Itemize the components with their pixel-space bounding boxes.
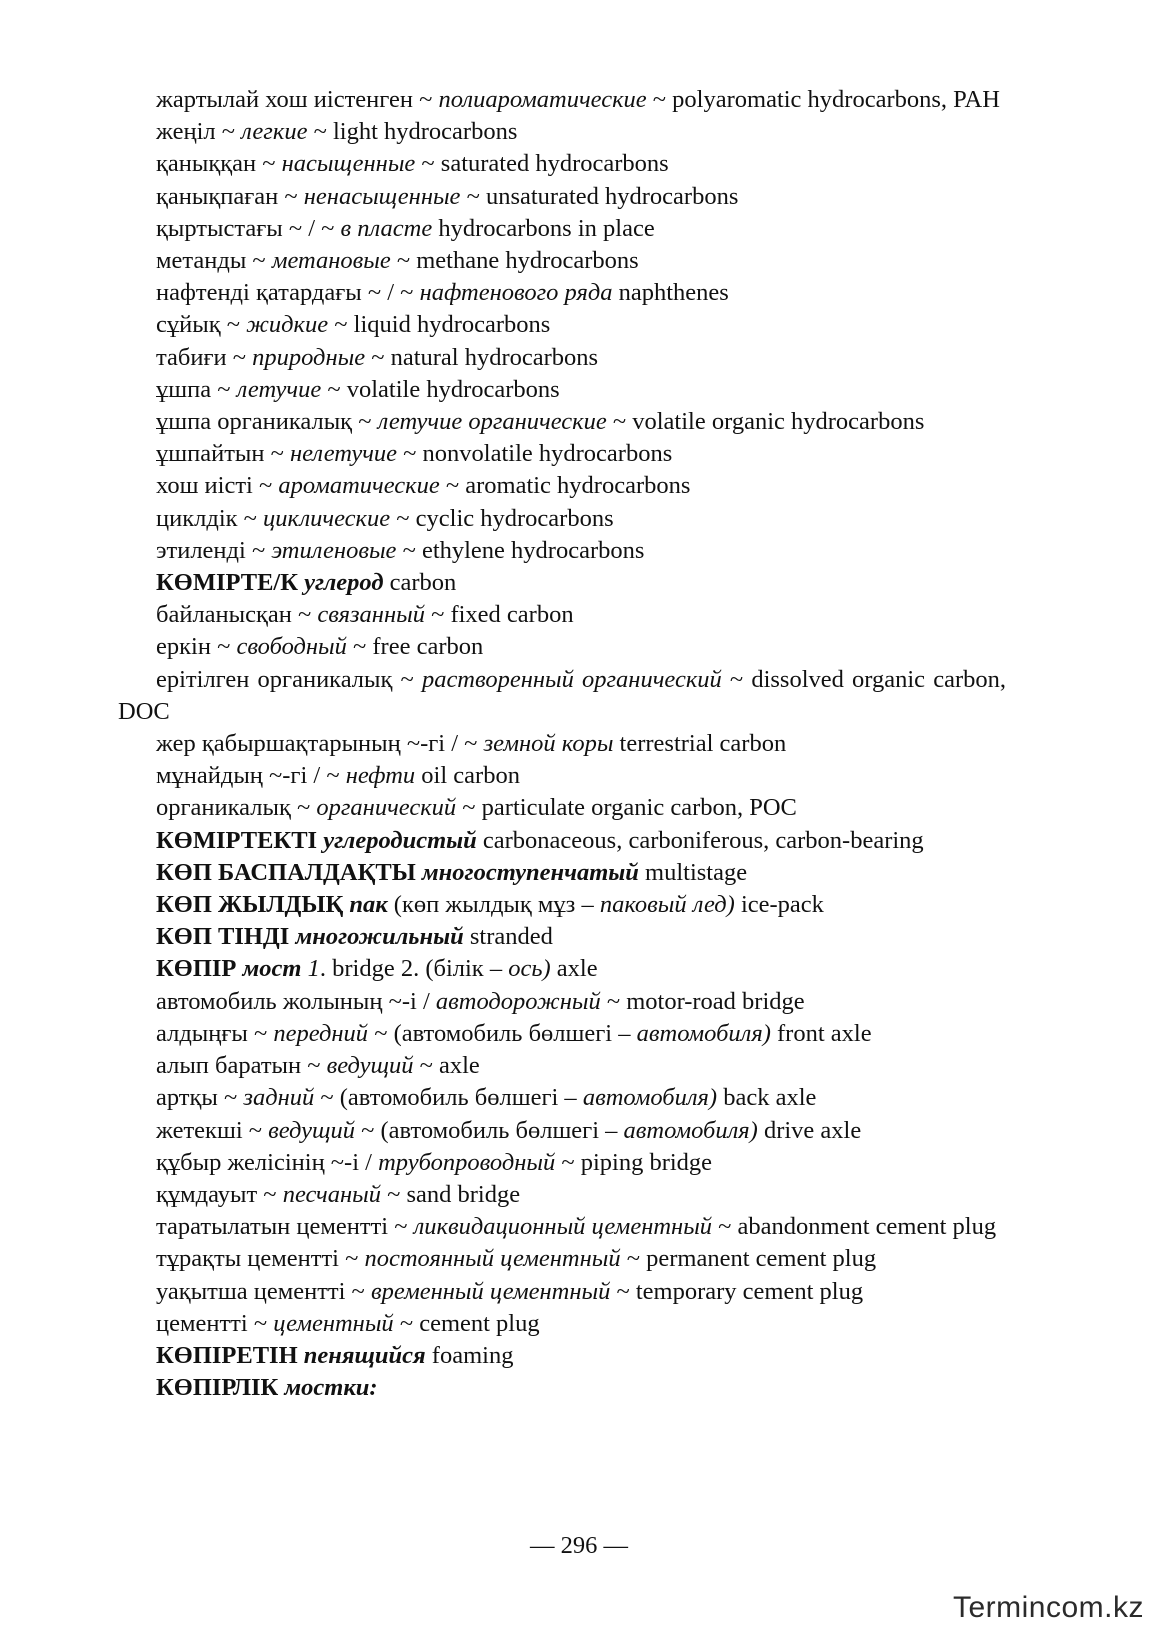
- dictionary-entry: [118, 1340, 1006, 1372]
- russian-term: нафтенового ряда: [419, 279, 613, 307]
- russian-headword: пенящийся: [303, 1341, 426, 1369]
- entry-text: ~ volatile hydrocarbons: [321, 375, 560, 403]
- entry-text: автомобиль жолының ~-і /: [156, 987, 436, 1015]
- entry-text: жеңіл ~: [156, 118, 242, 146]
- russian-term: временный цементный: [370, 1277, 611, 1305]
- entry-text: ~ (автомобиль бөлшегі –: [354, 1116, 624, 1144]
- dictionary-entry: [118, 599, 1006, 631]
- dictionary-entry: [118, 953, 1006, 985]
- dictionary-entry: [118, 1115, 1006, 1147]
- russian-term: летучие: [236, 375, 322, 403]
- dictionary-entry: [118, 1179, 1006, 1211]
- dictionary-entry: [118, 84, 1006, 116]
- russian-term: этиленовые: [271, 536, 397, 564]
- entry-text: oil carbon: [415, 762, 520, 790]
- russian-headword: мостки:: [284, 1374, 378, 1402]
- entry-text: ~ permanent cement plug: [620, 1245, 877, 1273]
- watermark-logo: [953, 1591, 1144, 1627]
- entry-text: terrestrial carbon: [613, 730, 787, 758]
- page-number: — 296 —: [530, 1532, 628, 1559]
- entry-text: ~ unsaturated hydrocarbons: [460, 182, 739, 210]
- russian-headword: многоступенчатый: [421, 858, 639, 886]
- dictionary-entry: [118, 116, 1006, 148]
- entry-text: front axle: [770, 1019, 872, 1047]
- entry-text: ұшпа органикалық ~: [156, 408, 378, 436]
- russian-term: растворенный органический: [421, 665, 722, 693]
- entry-text: axle: [550, 955, 598, 983]
- russian-term: автомобиля): [636, 1019, 771, 1047]
- dictionary-entry: [118, 438, 1006, 470]
- russian-term: трубопроводный: [378, 1148, 556, 1176]
- dictionary-entry: [118, 309, 1006, 341]
- dictionary-entry: [118, 503, 1006, 535]
- russian-term: автомобиля): [582, 1084, 718, 1112]
- entry-text: ~ nonvolatile hydrocarbons: [397, 440, 673, 468]
- entry-text: ~ free carbon: [346, 633, 484, 661]
- russian-term: насыщенные: [281, 150, 416, 178]
- entry-text: цементті ~: [156, 1309, 274, 1337]
- dictionary-entry: [118, 535, 1006, 567]
- entry-text: ~ cement plug: [393, 1309, 540, 1337]
- dictionary-entry: [118, 1243, 1006, 1275]
- entry-text: carbonaceous, carboniferous, carbon-bearing: [476, 826, 924, 854]
- dictionary-entry: [118, 1276, 1006, 1308]
- russian-term: 1: [301, 955, 320, 983]
- entry-text: ~ dissolved organic carbon, DOC: [118, 665, 1006, 725]
- russian-term: ось): [508, 955, 551, 983]
- dictionary-entry: [118, 342, 1006, 374]
- entry-text: ~ motor-road bridge: [600, 987, 805, 1015]
- entry-text: carbon: [383, 569, 457, 597]
- entry-text: ~ fixed carbon: [424, 601, 574, 629]
- entry-text: құмдауыт ~: [156, 1180, 283, 1208]
- kazakh-headword: КӨП БАСПАЛДАҚТЫ: [156, 858, 422, 886]
- dictionary-entry: [118, 406, 1006, 438]
- russian-term: задний: [243, 1084, 315, 1112]
- entry-text: уақытша цементті ~: [156, 1277, 371, 1305]
- entry-text: hydrocarbons in place: [432, 214, 655, 242]
- russian-term: природные: [252, 343, 366, 371]
- entry-text: ұшпа ~: [156, 375, 237, 403]
- entry-text: хош иісті ~: [156, 472, 279, 500]
- entry-text: тұрақты цементті ~: [156, 1245, 365, 1273]
- entry-text: этиленді ~: [156, 536, 272, 564]
- russian-term: метановые: [271, 247, 391, 275]
- dictionary-entry: [118, 889, 1006, 921]
- entry-text: ~ sand bridge: [380, 1180, 521, 1208]
- dictionary-entry: [118, 1372, 1006, 1404]
- entry-text: ~ aromatic hydrocarbons: [439, 472, 691, 500]
- entry-text: . bridge 2. (білік –: [319, 955, 509, 983]
- entry-text: ~ cyclic hydrocarbons: [390, 504, 614, 532]
- dictionary-entry: [118, 470, 1006, 502]
- entry-text: multistage: [638, 858, 748, 886]
- entry-text: ~ (автомобиль бөлшегі –: [368, 1019, 637, 1047]
- dictionary-entry: [118, 213, 1006, 245]
- dictionary-entry: [118, 1050, 1006, 1082]
- russian-term: ликвидационный цементный: [413, 1213, 713, 1241]
- entry-text: drive axle: [757, 1116, 862, 1144]
- kazakh-headword: КӨМІРТЕ/К: [156, 569, 305, 597]
- entry-text: ұшпайтын ~: [156, 440, 290, 468]
- entry-text: байланысқан ~: [156, 601, 318, 629]
- russian-term: связанный: [317, 601, 425, 629]
- entry-text: ~ temporary cement plug: [610, 1277, 864, 1305]
- entry-text: stranded: [463, 923, 553, 951]
- entry-text: ~ abandonment cement plug: [712, 1213, 997, 1241]
- entry-text: ~ saturated hydrocarbons: [415, 150, 669, 178]
- entry-text: алдыңғы ~: [156, 1019, 274, 1047]
- russian-term: легкие: [241, 118, 308, 146]
- dictionary-entry: [118, 181, 1006, 213]
- russian-term: циклические: [263, 504, 391, 532]
- dictionary-entry: [118, 148, 1006, 180]
- entry-text: қыртыстағы ~ / ~: [156, 214, 341, 242]
- dictionary-entries: [118, 84, 1006, 1404]
- entry-text: ice-pack: [734, 891, 824, 919]
- russian-term: песчаный: [282, 1180, 381, 1208]
- entry-text: метанды ~: [156, 247, 272, 275]
- russian-term: ароматические: [278, 472, 440, 500]
- entry-text: алып баратын ~: [156, 1052, 327, 1080]
- dictionary-entry: [118, 792, 1006, 824]
- entry-text: ерітілген органикалық ~: [156, 665, 422, 693]
- dictionary-entry: [118, 921, 1006, 953]
- entry-text: мұнайдың ~-гі / ~: [156, 762, 346, 790]
- russian-term: в пласте: [340, 214, 433, 242]
- dictionary-entry: [118, 664, 1006, 728]
- dictionary-entry: [118, 728, 1006, 760]
- dictionary-entry: [118, 567, 1006, 599]
- entry-text: органикалық ~: [156, 794, 317, 822]
- entry-text: жер қабыршақтарының ~-гі / ~: [156, 730, 484, 758]
- russian-headword: мост: [242, 955, 302, 983]
- entry-text: ~ piping bridge: [555, 1148, 713, 1176]
- entry-text: ~ ethylene hydrocarbons: [396, 536, 645, 564]
- dictionary-entry: [118, 760, 1006, 792]
- russian-term: нелетучие: [290, 440, 398, 468]
- russian-term: передний: [273, 1019, 369, 1047]
- watermark-text: Termincom.kz: [952, 1591, 1144, 1624]
- russian-term: постоянный цементный: [364, 1245, 621, 1273]
- entry-text: ~ light hydrocarbons: [307, 118, 518, 146]
- entry-text: naphthenes: [612, 279, 729, 307]
- dictionary-entry: [118, 825, 1006, 857]
- russian-term: автомобиля): [623, 1116, 758, 1144]
- russian-term: органический: [316, 794, 457, 822]
- russian-term: летучие органические: [377, 408, 607, 436]
- russian-term: ведущий: [326, 1052, 414, 1080]
- entry-text: қанықпаған ~: [156, 182, 304, 210]
- russian-headword: углерод: [304, 569, 384, 597]
- russian-term: паковый лед): [599, 891, 735, 919]
- russian-term: цементный: [273, 1309, 394, 1337]
- kazakh-headword: КӨПІРЛІК: [156, 1374, 285, 1402]
- russian-term: ненасыщенные: [303, 182, 461, 210]
- entry-text: жетекші ~: [156, 1116, 269, 1144]
- russian-headword: пак: [349, 891, 388, 919]
- entry-text: ~ natural hydrocarbons: [365, 343, 599, 371]
- entry-text: ~ axle: [413, 1052, 480, 1080]
- dictionary-entry: [118, 1082, 1006, 1114]
- entry-text: back axle: [717, 1084, 817, 1112]
- russian-term: земной коры: [483, 730, 614, 758]
- dictionary-entry: [118, 631, 1006, 663]
- entry-text: сұйық ~: [156, 311, 247, 339]
- dictionary-entry: [118, 1147, 1006, 1179]
- entry-text: ~ methane hydrocarbons: [390, 247, 639, 275]
- russian-term: полиароматические: [438, 86, 647, 113]
- dictionary-entry: [118, 1308, 1006, 1340]
- dictionary-entry: [118, 857, 1006, 889]
- dictionary-entry: [118, 277, 1006, 309]
- russian-headword: многожильный: [295, 923, 464, 951]
- entry-text: ~ volatile organic hydrocarbons: [606, 408, 925, 436]
- entry-text: таратылатын цементті ~: [156, 1213, 414, 1241]
- entry-text: нафтенді қатардағы ~ / ~: [156, 279, 420, 307]
- dictionary-entry: [118, 986, 1006, 1018]
- dictionary-entry: [118, 1211, 1006, 1243]
- dictionary-entry: [118, 1018, 1006, 1050]
- entry-text: ~ particulate organic carbon, POC: [456, 794, 797, 822]
- russian-term: свободный: [236, 633, 347, 661]
- entry-text: артқы ~: [156, 1084, 244, 1112]
- entry-text: табиғи ~: [156, 343, 253, 371]
- kazakh-headword: КӨМІРТЕКТІ: [156, 826, 324, 854]
- kazakh-headword: КӨПІР: [156, 955, 243, 983]
- entry-text: құбыр желісінің ~-і /: [156, 1148, 379, 1176]
- entry-text: foaming: [425, 1341, 514, 1369]
- russian-term: нефти: [345, 762, 416, 790]
- dictionary-entry: [118, 374, 1006, 406]
- entry-text: ~ polyaromatic hydrocarbons, PAH: [646, 86, 1000, 113]
- kazakh-headword: КӨП ЖЫЛДЫҚ: [156, 891, 350, 919]
- russian-term: ведущий: [268, 1116, 355, 1144]
- entry-text: (көп жылдық мұз –: [387, 891, 600, 919]
- kazakh-headword: КӨП ТІНДІ: [156, 923, 296, 951]
- kazakh-headword: КӨПІРЕТІН: [156, 1341, 304, 1369]
- entry-text: ~ liquid hydrocarbons: [328, 311, 551, 339]
- entry-text: қаныққан ~: [156, 150, 282, 178]
- entry-text: еркін ~: [156, 633, 237, 661]
- entry-text: жартылай хош иістенген ~: [156, 86, 439, 113]
- entry-text: циклдік ~: [156, 504, 264, 532]
- russian-headword: углеродистый: [323, 826, 477, 854]
- dictionary-entry: [118, 245, 1006, 277]
- russian-term: жидкие: [246, 311, 329, 339]
- russian-term: автодорожный: [435, 987, 601, 1015]
- entry-text: ~ (автомобиль бөлшегі –: [314, 1084, 583, 1112]
